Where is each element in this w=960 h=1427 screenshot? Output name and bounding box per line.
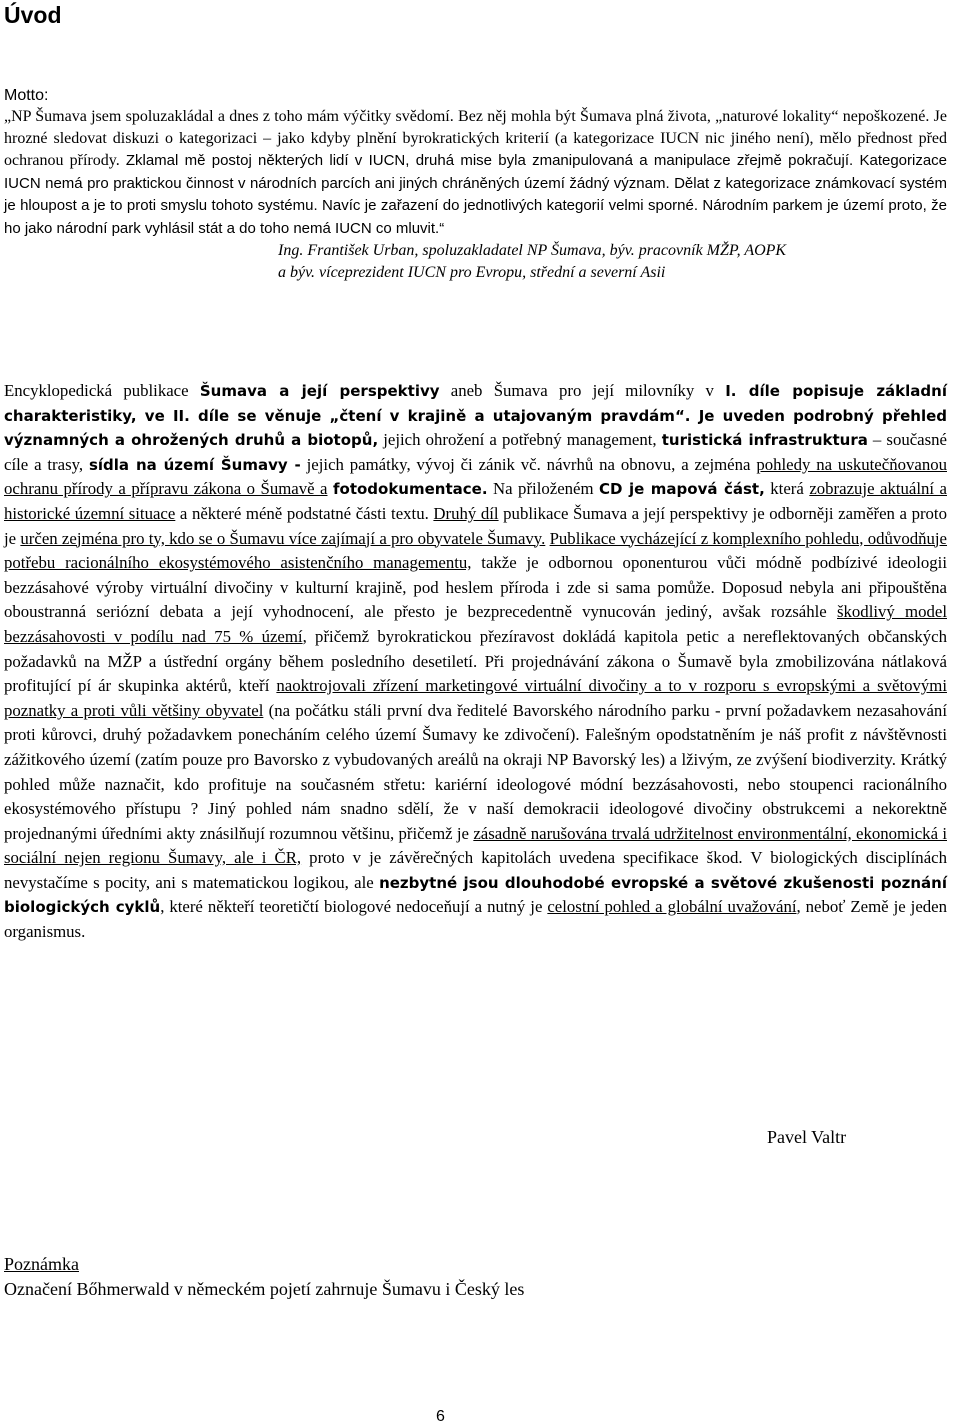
bold-span: nezbytné jsou dlouhodobé evropské a světové zkušenosti poznání biologických cyklů (4, 873, 947, 917)
bold-span: sídla na území Šumavy - (88, 455, 301, 474)
bold-span: I. díle popisuje základní charakteristiky, ve II. díle se věnuje „čtení v krajině a utajovaným pravdám“. Je uveden podrobný přehled významných a ohrožených druhů a biotopů, (4, 382, 947, 450)
text-span: (na počátku stáli první dva ředitelé Bavorského národního parku - první požadavkem nezasahování proti kůrovci, druhý požadavkem ponecháním celého území Šumavy ke zdivočení). Falešným opodstatněním je náš profit z návštěvnosti zážitkového území (zatím pouze pro Bavorsko z vybudovaných areálů na okraji NP Bavorský les) a lživým, ze zvýšení biodiverzity. Krátký pohled může naznačit, kdo profituje na současném střetu: kariérní ideologové módní bezzásahovosti, nebo stoupenci racionálního ekosystémového přístupu ? Jiný pohled nám snadno sdělí, že v naší demokracii ideologové divočiny obstrukcemi a nekorektně projednanými úředními akty znásilňují rozumnou většinu, přičemž je (4, 700, 947, 843)
underlined-span: zobrazuje aktuální a historické územní situace (4, 479, 947, 523)
text-span: jejich ohrožení a potřebný management, (378, 430, 662, 450)
text-span: a některé méně podstatné části textu. (175, 503, 434, 523)
page-number: 6 (436, 1408, 445, 1425)
text-span: , neboť Země je jeden organismus. (4, 897, 947, 942)
underlined-span: škodlivý model bezzásahovosti v podílu nad 75 % území (4, 602, 947, 646)
bold-span: turistická infrastruktura (661, 431, 868, 450)
underlined-span: celostní pohled a globální uvažování (547, 897, 797, 917)
motto-signature-line-2: a býv. víceprezident IUCN pro Evropu, střední a severní Asii (278, 264, 666, 281)
text-span: Encyklopedická publikace (4, 381, 200, 400)
bold-span: Šumava a její perspektivy (199, 382, 440, 400)
text-span: aneb Šumava pro její milovníky v (439, 381, 726, 400)
bold-span: fotodokumentace. (332, 480, 488, 499)
motto-quote-part-2: Zklamal mě postoj některých lidí v IUCN, druhá mise byla zmanipulovaná a manipulace zřejmě pokračují. Kategorizace IUCN nemá pro praktickou činnost v národních parcích ani jiných chráněných území žádný význam. Dělat z kategorizace známkovací systém je hloupost a je to proti smyslu tohoto systému. Navíc je zařazení do jednotlivých kategorií velmi sporné. Národním parkem je území proto, že ho jako národní park vyhlásil stát a do toho nemá IUCN co mluvit.“ (4, 152, 948, 237)
underlined-span: Druhý díl (433, 503, 499, 523)
underlined-span: určen zejména pro ty, kdo se o Šumavu více zajímají a pro obyvatele Šumavy. (20, 528, 546, 548)
text-span: která (764, 479, 810, 499)
text-span: takže je odbornou oponenturou vůči módně podbízivé ideologii bezzásahové výroby virtuální divočiny v kulturní krajině, pod heslem příroda i zde si sama pomůže. Doposud nebyla ani připouštěna oboustranná seriózní debata a její vyhodnocení, ale přesto je bezprecedentně vynucován jediný, avšak rozsáhle (4, 553, 947, 622)
text-span: , které někteří teoretičtí biologové nedoceňují a nutný je (160, 897, 548, 917)
text-span: proto v je závěrečných kapitolách uvedena specifikace škod. V biologických disciplínách nevystačíme s pocity, ani s matematickou logikou, ale (4, 848, 947, 892)
text-span: publikace Šumava a její perspektivy je odborněji zaměřen a proto je (4, 503, 947, 548)
author-name: Pavel Valtr (767, 1127, 847, 1147)
underlined-span: pohledy na uskutečňovanou ochranu přírody a přípravu zákona o Šumavě a (4, 454, 947, 499)
page-title: Úvod (4, 2, 62, 28)
underlined-span: zásadně narušována trvalá udržitelnost environmentální, ekonomická i sociální nejen regionu Šumavy, ale i ČR, (4, 823, 947, 868)
motto-quote-part-1: „NP Šumava jsem spoluzakládal a dnes z toho mám výčitky svědomí. Bez něj mohla být Šumava plná života, „naturové lokality“ nepoškozené. Je hrozné sledovat diskuzi o kategorizaci – jako kdyby plnění byrokratických kriterií (a kategorizace IUCN nic jiného není), mělo přednost před ochranou přírody. (4, 108, 947, 169)
note-title: Poznámka (4, 1254, 79, 1274)
motto-signature-line-1: Ing. František Urban, spoluzakladatel NP Šumava, býv. pracovník MŽP, AOPK (278, 242, 787, 259)
note-text: Označení Bőhmerwald v německém pojetí zahrnuje Šumavu i Český les (4, 1279, 525, 1299)
underlined-span: Publikace vycházející z komplexního pohledu, odůvodňuje potřebu racionálního ekosystémového asistenčního managementu, (4, 528, 948, 573)
text-span: jejich památky, vývoj či zánik vč. návrhů na obnovu, a zejména (300, 454, 757, 474)
main-paragraph (4, 379, 947, 945)
underlined-span: naoktrojovali zřízení marketingové virtuální divočiny a to v rozporu s evropskými a světovými poznatky a proti vůli většiny obyvatel (4, 676, 947, 720)
text-span: , přičemž byrokratickou přezíravost dokládá kapitola petic a nereflektovaných občanských požadavků na MŽP a ústřední orgány během posledního desetiletí. Při projednávání zákona o Šumavě byla zmobilizována nátlaková profitující pí ár skupinka aktérů, kteří (4, 626, 948, 696)
text-span: Na přiloženém (487, 479, 600, 499)
motto-quote (4, 106, 947, 240)
text-span: – současné cíle a trasy, (4, 430, 947, 474)
bold-span: CD je mapová část, (599, 480, 765, 499)
motto-label: Motto: (4, 87, 49, 104)
motto-section (4, 86, 947, 284)
